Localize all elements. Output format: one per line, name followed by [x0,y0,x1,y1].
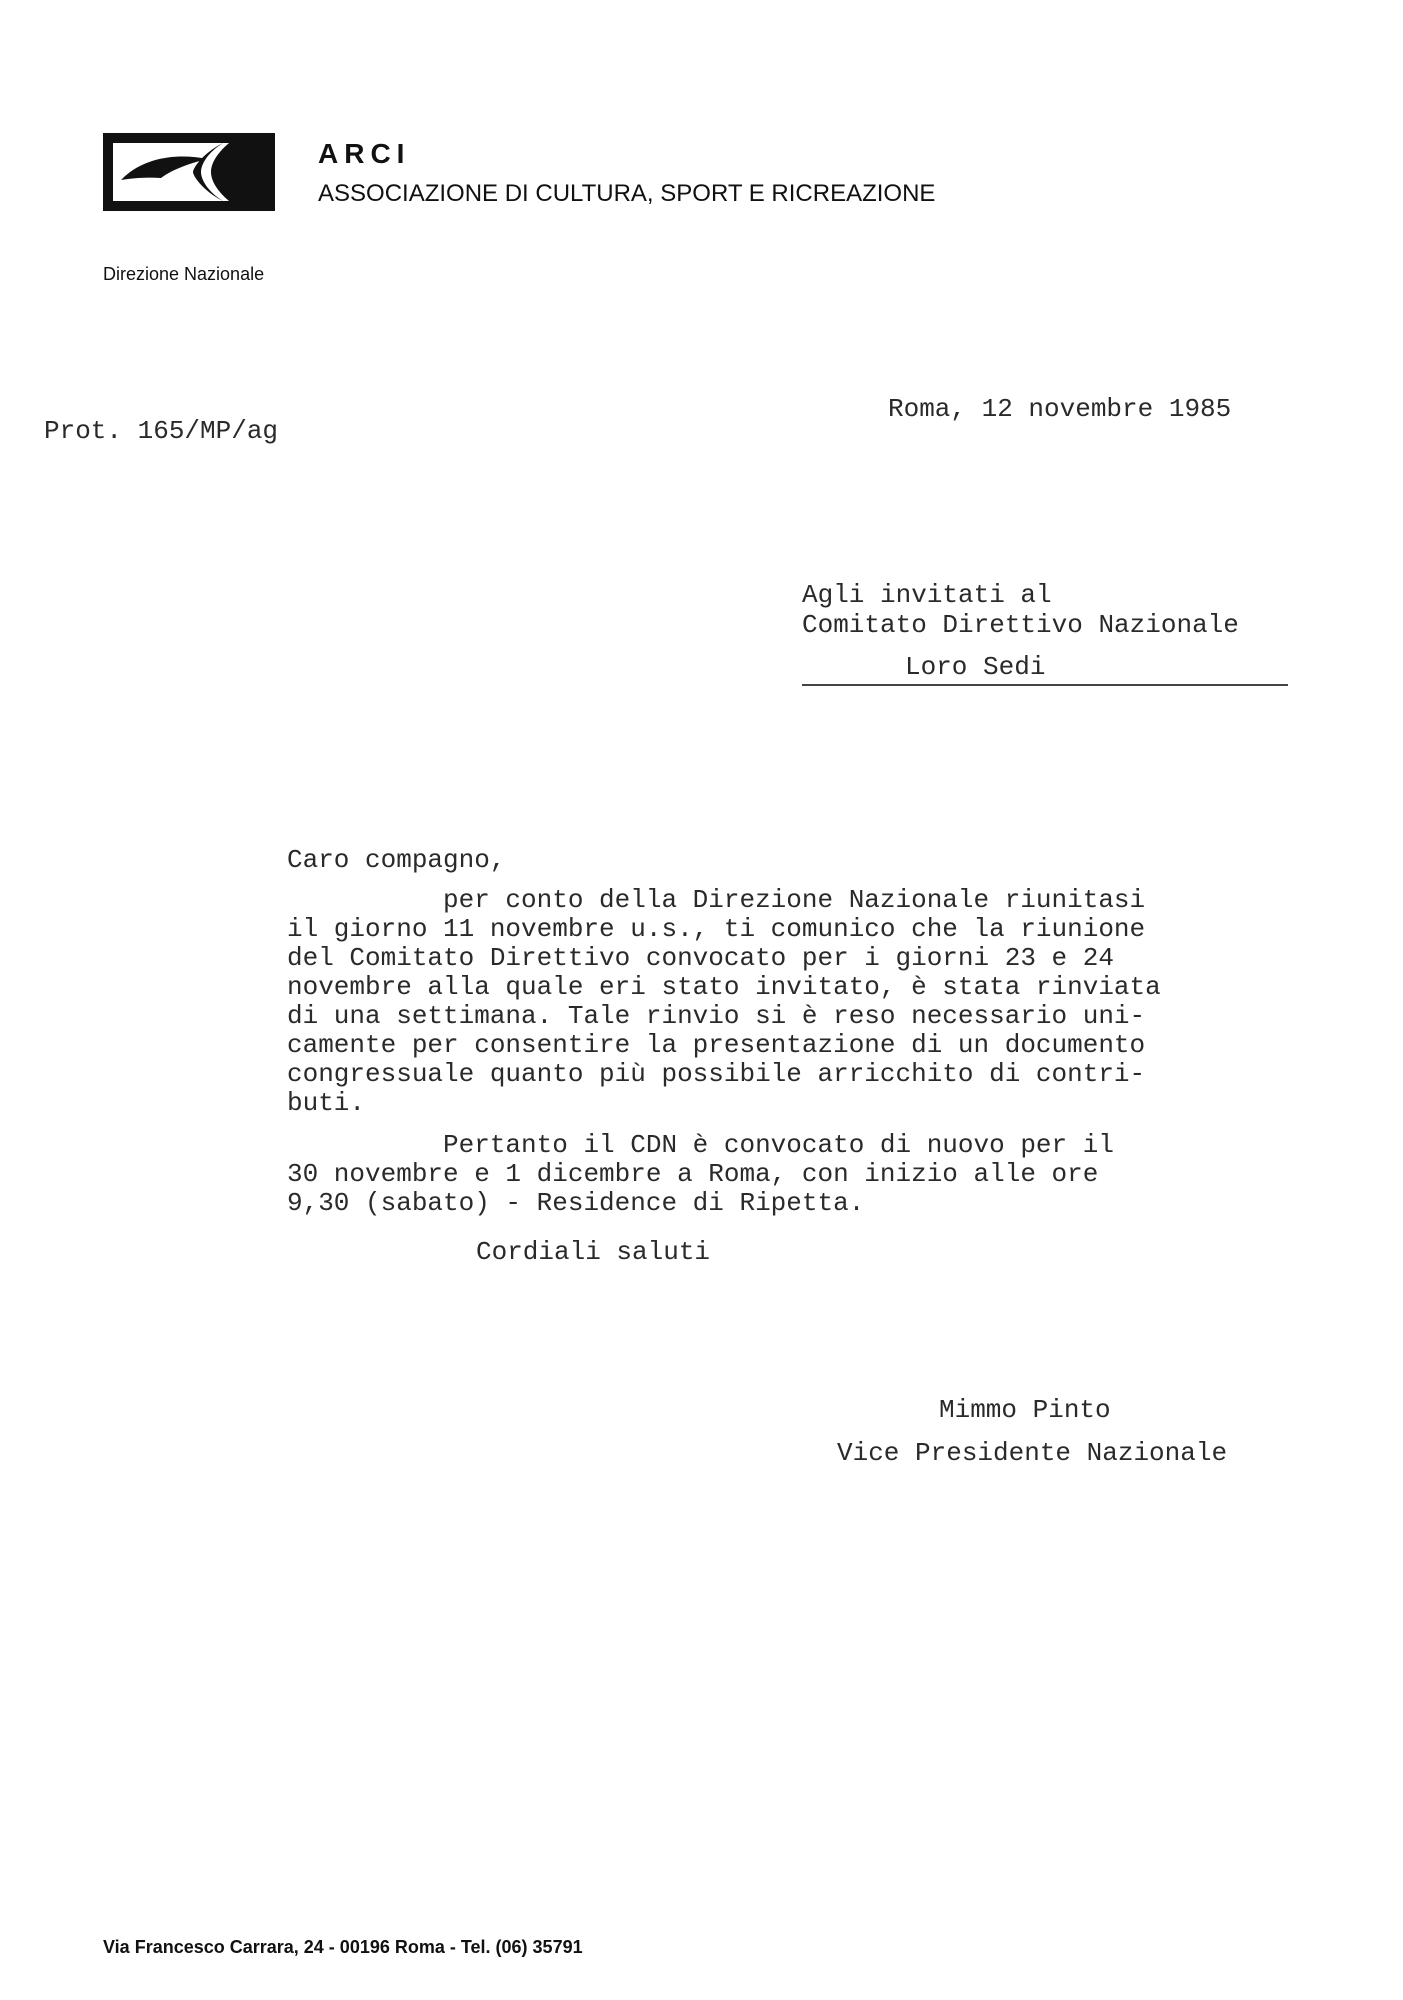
protocol-number: Prot. 165/MP/ag [44,416,279,446]
body-line: novembre alla quale eri stato invitato, è stata rinviata [287,972,1161,1002]
department-name: Direzione Nazionale [103,264,265,284]
body-line: per conto della Direzione Nazionale riunitasi [287,885,1146,915]
body-line: buti. [287,1088,366,1118]
recipient-line: Agli invitati al [802,580,1052,610]
body-line: camente per consentire la presentazione di un documento [287,1030,1146,1060]
body-line: il giorno 11 novembre u.s., ti comunico che la riunione [287,914,1146,944]
body-line: congressuale quanto più possibile arricchito di contri- [287,1059,1146,1089]
body-line: 30 novembre e 1 dicembre a Roma, con inizio alle ore [287,1159,1099,1189]
salutation: Caro compagno, [287,845,506,875]
recipient-underline [802,684,1288,686]
body-line: Pertanto il CDN è convocato di nuovo per il [287,1130,1114,1160]
signer-title: Vice Presidente Nazionale [837,1438,1228,1468]
body-line: 9,30 (sabato) - Residence di Ripetta. [287,1188,865,1218]
recipient-line: Comitato Direttivo Nazionale [802,610,1239,640]
body-line: di una settimana. Tale rinvio si è reso necessario uni- [287,1001,1146,1031]
signer-name: Mimmo Pinto [939,1395,1111,1425]
letter-date: Roma, 12 novembre 1985 [888,394,1232,424]
arci-logo [103,133,275,211]
organization-name: ARCI [318,138,411,169]
closing: Cordiali saluti [476,1237,711,1267]
body-line: del Comitato Direttivo convocato per i giorni 23 e 24 [287,943,1114,973]
recipient-line: Loro Sedi [905,652,1046,682]
footer-address: Via Francesco Carrara, 24 - 00196 Roma - Tel. (06) 35791 [103,1937,583,1957]
organization-full-name: ASSOCIAZIONE DI CULTURA, SPORT E RICREAZIONE [318,180,936,207]
